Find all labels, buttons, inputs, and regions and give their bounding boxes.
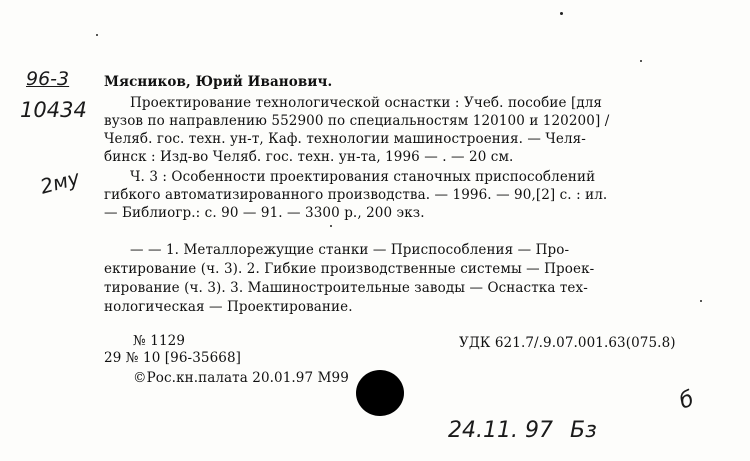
speck <box>96 34 98 36</box>
corner-mark: б <box>676 386 698 415</box>
part-line-2: гибкого автоматизированного производства. — 1996. — 90,[2] с. : ил. <box>104 187 608 203</box>
shelf-mark-bottom: 10434 <box>20 98 87 122</box>
subject-line-1: — — 1. Металлорежущие станки — Приспособления — Про- <box>130 242 570 258</box>
imprint-line: бинск : Изд-во Челяб. гос. техн. ун-та, 1996 — . — 20 см. <box>104 149 514 165</box>
shelf-mark-top: 96-3 <box>26 68 70 90</box>
handwritten-initials: Бз <box>570 418 597 443</box>
handwritten-date: 24.11. 97 <box>448 418 553 443</box>
title-line-2: вузов по направлению 552900 по специальностям 120100 и 120200] / <box>104 113 610 129</box>
subject-line-4: нологическая — Проектирование. <box>104 299 353 315</box>
book-chamber-stamp: ©Рос.кн.палата 20.01.97 М99 <box>133 370 349 386</box>
speck <box>560 12 563 15</box>
copies-note: 2му <box>37 165 83 199</box>
bibliography-line: — Библиогр.: с. 90 — 91. — 3300 р., 200 экз. <box>104 205 425 221</box>
title-line-3: Челяб. гос. техн. ун-т, Каф. технологии машиностроения. — Челя- <box>104 131 586 147</box>
title-line-1: Проектирование технологической оснастки : Учеб. пособие [для <box>130 95 603 111</box>
subject-line-2: ектирование (ч. 3). 2. Гибкие производственные системы — Проек- <box>104 261 595 277</box>
speck <box>700 300 702 302</box>
speck <box>640 60 642 62</box>
ink-blot <box>356 370 404 416</box>
registration-number: № 1129 <box>133 333 186 349</box>
author-heading: Мясников, Юрий Иванович. <box>104 74 333 90</box>
subject-line-3: тирование (ч. 3). 3. Машиностроительные заводы — Оснастка тех- <box>104 280 588 296</box>
card-number: 29 № 10 [96-35668] <box>104 350 242 366</box>
udk-code: УДК 621.7/.9.07.001.63(075.8) <box>459 335 676 351</box>
part-line-1: Ч. 3 : Особенности проектирования станочных приспособлений <box>130 169 596 185</box>
speck <box>330 225 332 227</box>
